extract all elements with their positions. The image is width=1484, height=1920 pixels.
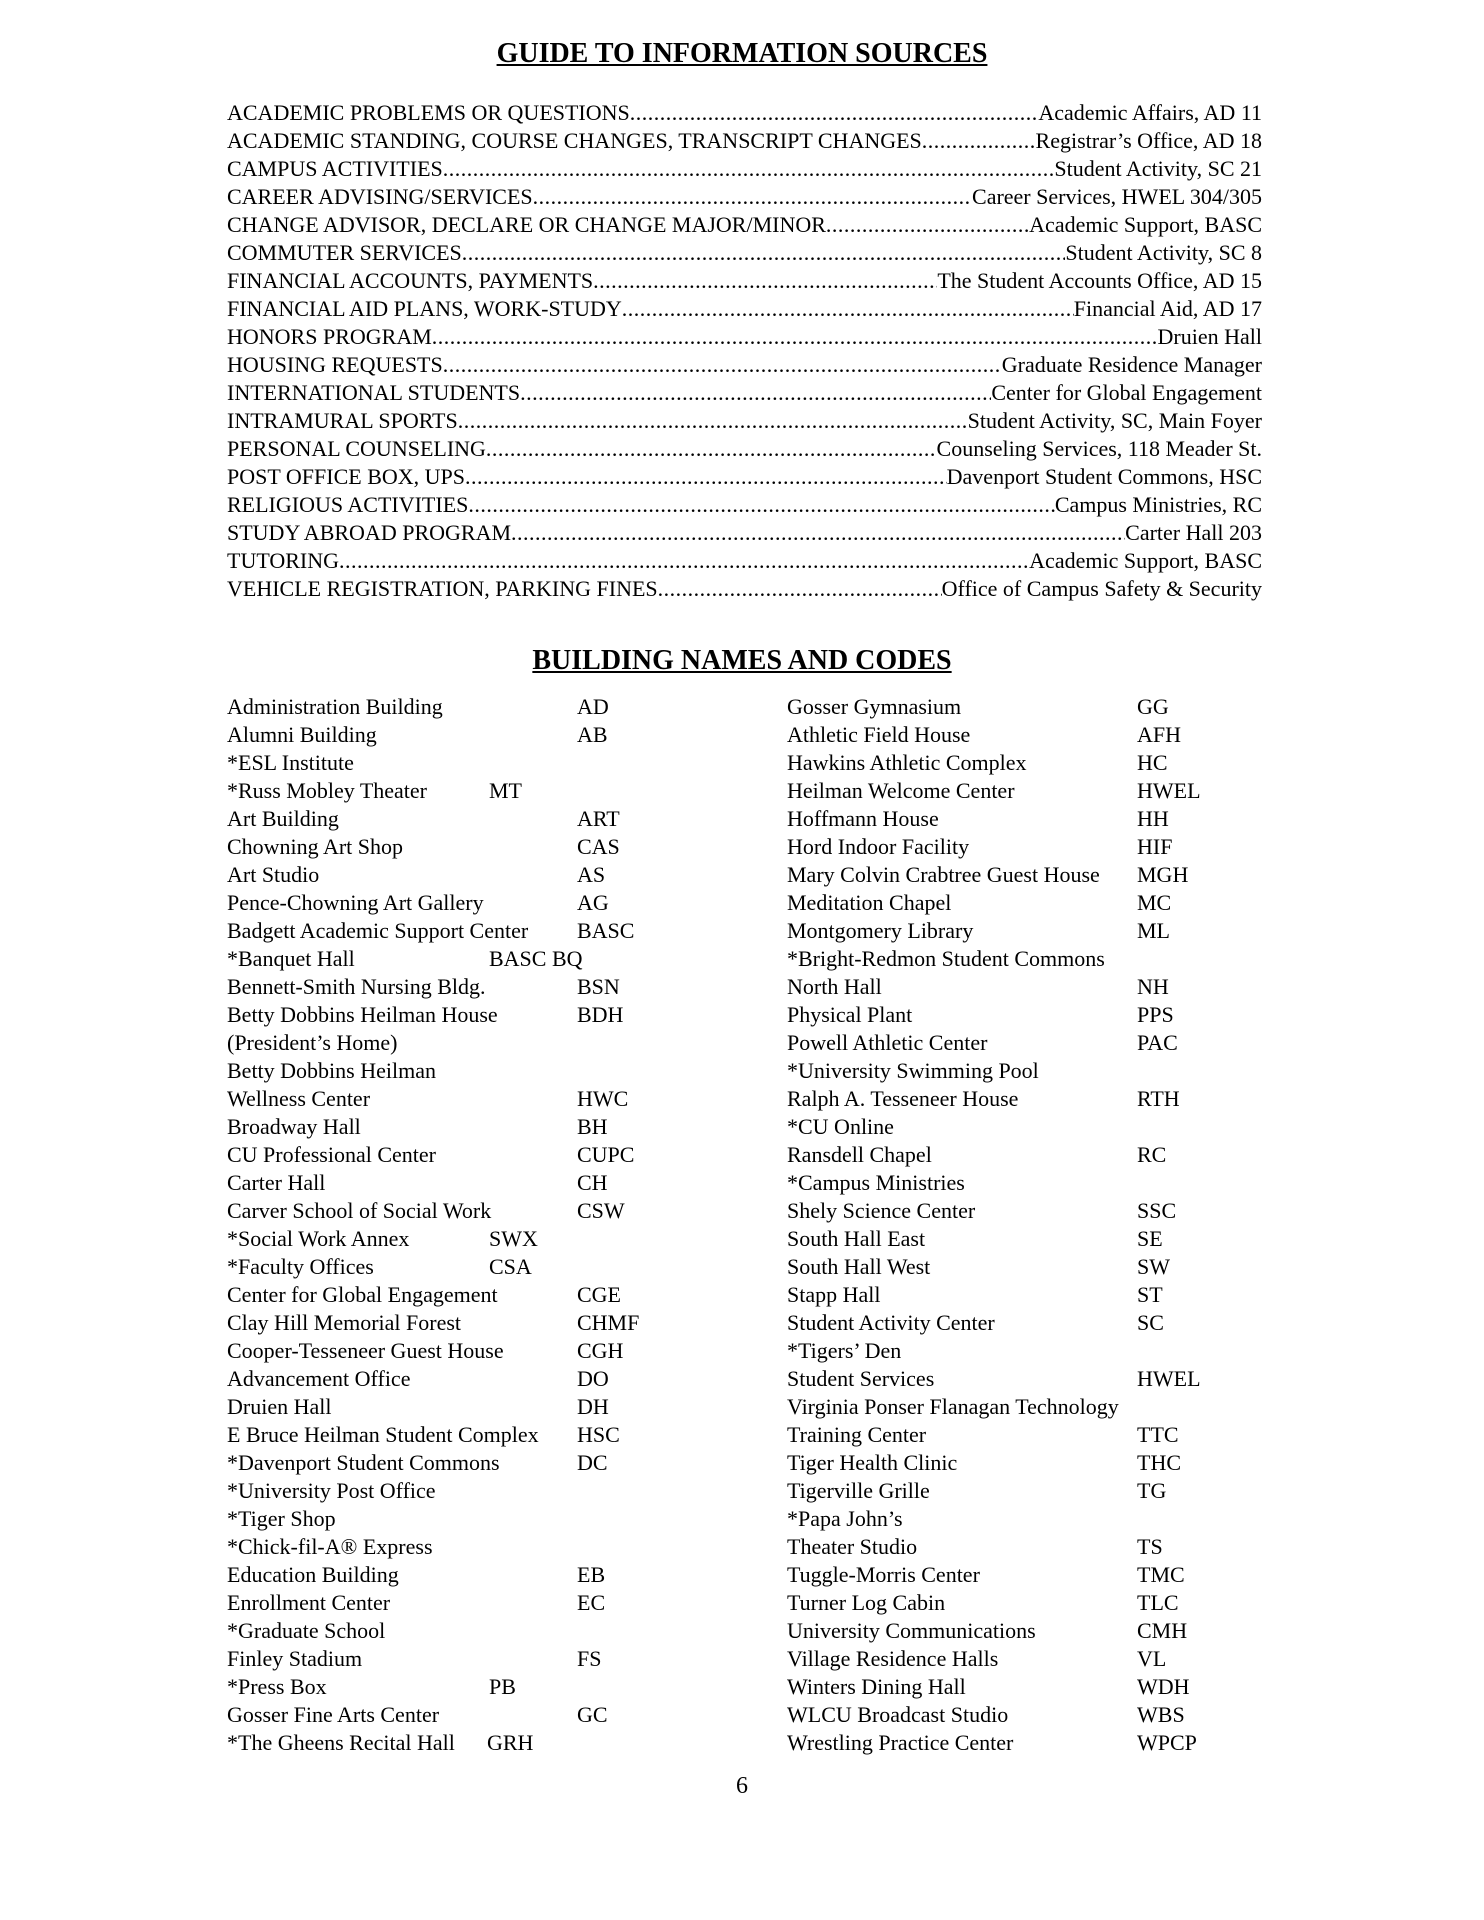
building-name: Hord Indoor Facility — [787, 834, 970, 859]
building-code: CGH — [577, 1338, 624, 1363]
guide-source: Office of Campus Safety & Security — [941, 576, 1262, 601]
building-row — [227, 918, 787, 946]
building-code: DO — [577, 1366, 609, 1391]
building-code: WBS — [1137, 1702, 1185, 1727]
building-row — [787, 1702, 1267, 1730]
leader-dots — [443, 156, 1055, 182]
guide-list — [227, 100, 1262, 604]
building-code: AB — [577, 722, 608, 747]
building-name: Hawkins Athletic Complex — [787, 750, 1027, 775]
guide-source: Student Activity, SC 21 — [1054, 156, 1262, 181]
building-code: HC — [1137, 750, 1168, 775]
building-row — [227, 1366, 787, 1394]
building-name: *Campus Ministries — [787, 1170, 965, 1195]
building-row — [787, 1058, 1267, 1086]
building-name: *Banquet Hall — [227, 946, 355, 971]
building-row — [227, 1254, 787, 1282]
building-code: MC — [1137, 890, 1172, 915]
building-code: SSC — [1137, 1198, 1177, 1223]
building-code: ML — [1137, 918, 1170, 943]
building-row — [227, 1030, 787, 1058]
building-name: South Hall East — [787, 1226, 926, 1251]
building-code: TS — [1137, 1534, 1163, 1559]
building-row — [227, 1002, 787, 1030]
leader-dots — [593, 268, 937, 294]
guide-topic: ACADEMIC PROBLEMS OR QUESTIONS — [227, 100, 630, 125]
building-code: AFH — [1137, 722, 1182, 747]
building-name: Stapp Hall — [787, 1282, 881, 1307]
building-row — [227, 1646, 787, 1674]
building-name: Advancement Office — [227, 1366, 411, 1391]
building-code: MGH — [1137, 862, 1189, 887]
building-code: CSW — [577, 1198, 625, 1223]
building-row — [227, 1282, 787, 1310]
guide-row — [227, 184, 1262, 212]
building-name: *Faculty Offices — [227, 1254, 374, 1279]
building-name: Finley Stadium — [227, 1646, 363, 1671]
building-row — [787, 1590, 1267, 1618]
building-row — [227, 722, 787, 750]
building-row — [787, 1422, 1267, 1450]
building-name: Carver School of Social Work — [227, 1198, 492, 1223]
building-row — [227, 1534, 787, 1562]
building-row — [787, 1086, 1267, 1114]
building-row — [227, 862, 787, 890]
building-code: HWC — [577, 1086, 629, 1111]
leader-dots — [432, 324, 1158, 350]
building-name: *Bright-Redmon Student Commons — [787, 946, 1105, 971]
building-name: Cooper-Tesseneer Guest House — [227, 1338, 504, 1363]
building-name: Gosser Fine Arts Center — [227, 1702, 440, 1727]
guide-topic: HOUSING REQUESTS — [227, 352, 443, 377]
building-code: GC — [577, 1702, 608, 1727]
building-name: Ralph A. Tesseneer House — [787, 1086, 1019, 1111]
building-row — [787, 890, 1267, 918]
guide-topic: CAMPUS ACTIVITIES — [227, 156, 443, 181]
building-name: *Press Box — [227, 1674, 327, 1699]
building-row — [227, 1590, 787, 1618]
building-row — [227, 974, 787, 1002]
guide-source: Davenport Student Commons, HSC — [946, 464, 1262, 489]
leader-dots — [922, 128, 1036, 154]
building-name: WLCU Broadcast Studio — [787, 1702, 1009, 1727]
guide-topic: INTRAMURAL SPORTS — [227, 408, 458, 433]
building-row — [227, 1310, 787, 1338]
building-name: Athletic Field House — [787, 722, 971, 747]
building-name: Student Activity Center — [787, 1310, 995, 1335]
building-name: *University Swimming Pool — [787, 1058, 1039, 1083]
building-row — [227, 834, 787, 862]
guide-source: Financial Aid, AD 17 — [1073, 296, 1262, 321]
building-row — [787, 1030, 1267, 1058]
guide-row — [227, 268, 1262, 296]
building-row — [787, 946, 1267, 974]
building-row — [787, 1506, 1267, 1534]
building-row — [787, 918, 1267, 946]
building-code: WPCP — [1137, 1730, 1197, 1755]
building-name: (President’s Home) — [227, 1030, 398, 1055]
building-name: Heilman Welcome Center — [787, 778, 1015, 803]
building-row — [227, 1338, 787, 1366]
building-row — [787, 1282, 1267, 1310]
building-name: Betty Dobbins Heilman House — [227, 1002, 498, 1027]
guide-source: Academic Support, BASC — [1029, 548, 1262, 573]
building-name: Ransdell Chapel — [787, 1142, 932, 1167]
building-row — [787, 862, 1267, 890]
leader-dots — [462, 240, 1066, 266]
guide-row — [227, 464, 1262, 492]
building-code: CHMF — [577, 1310, 640, 1335]
page-number: 6 — [736, 1773, 748, 1799]
leader-dots — [443, 352, 1002, 378]
building-code: RTH — [1137, 1086, 1180, 1111]
building-row — [787, 1562, 1267, 1590]
building-name: Pence-Chowning Art Gallery — [227, 890, 484, 915]
building-name: Student Services — [787, 1366, 935, 1391]
building-code: CUPC — [577, 1142, 635, 1167]
leader-dots — [511, 520, 1125, 546]
building-row — [227, 1114, 787, 1142]
guide-source: Academic Support, BASC — [1029, 212, 1262, 237]
building-code: ST — [1137, 1282, 1163, 1307]
building-row — [787, 1646, 1267, 1674]
guide-topic: CAREER ADVISING/SERVICES — [227, 184, 533, 209]
guide-source: Academic Affairs, AD 11 — [1038, 100, 1262, 125]
guide-topic: PERSONAL COUNSELING — [227, 436, 486, 461]
guide-title: GUIDE TO INFORMATION SOURCES — [496, 38, 988, 69]
building-row — [227, 1086, 787, 1114]
building-name: CU Professional Center — [227, 1142, 436, 1167]
guide-source: Carter Hall 203 — [1125, 520, 1262, 545]
building-row — [787, 1170, 1267, 1198]
guide-topic: STUDY ABROAD PROGRAM — [227, 520, 512, 545]
guide-row — [227, 100, 1262, 128]
building-code: MT — [489, 778, 522, 803]
building-name: South Hall West — [787, 1254, 931, 1279]
building-row — [787, 1254, 1267, 1282]
leader-dots — [520, 380, 991, 406]
building-row — [787, 1198, 1267, 1226]
building-code: CGE — [577, 1282, 621, 1307]
building-code: TG — [1137, 1478, 1167, 1503]
guide-source: Student Activity, SC, Main Foyer — [967, 408, 1262, 433]
building-row — [787, 750, 1267, 778]
building-list-left — [227, 694, 787, 1758]
building-code: TMC — [1137, 1562, 1185, 1587]
building-row — [227, 1450, 787, 1478]
guide-topic: VEHICLE REGISTRATION, PARKING FINES — [227, 576, 658, 601]
building-row — [227, 1142, 787, 1170]
building-row — [227, 1674, 787, 1702]
guide-row — [227, 576, 1262, 604]
building-name: Center for Global Engagement — [227, 1282, 498, 1307]
building-row — [787, 1478, 1267, 1506]
guide-topic: COMMUTER SERVICES — [227, 240, 462, 265]
building-row — [787, 1366, 1267, 1394]
building-code: CSA — [489, 1254, 532, 1279]
building-row — [787, 1002, 1267, 1030]
building-name: Village Residence Halls — [787, 1646, 999, 1671]
building-code: PAC — [1137, 1030, 1178, 1055]
building-name: Bennett-Smith Nursing Bldg. — [227, 974, 486, 999]
building-code: AG — [577, 890, 609, 915]
building-code: BH — [577, 1114, 608, 1139]
building-code: EC — [577, 1590, 606, 1615]
building-code: AD — [577, 694, 609, 719]
building-name: E Bruce Heilman Student Complex — [227, 1422, 539, 1447]
guide-topic: FINANCIAL ACCOUNTS, PAYMENTS — [227, 268, 594, 293]
building-name: Winters Dining Hall — [787, 1674, 966, 1699]
building-name: Turner Log Cabin — [787, 1590, 946, 1615]
building-row — [227, 806, 787, 834]
guide-source: The Student Accounts Office, AD 15 — [937, 268, 1262, 293]
building-code: FS — [577, 1646, 602, 1671]
building-name: *University Post Office — [227, 1478, 436, 1503]
building-code: BASC BQ — [489, 946, 583, 971]
building-row — [227, 1562, 787, 1590]
building-code: EB — [577, 1562, 606, 1587]
building-code: DH — [577, 1394, 609, 1419]
building-code: HWEL — [1137, 1366, 1201, 1391]
leader-dots — [468, 492, 1054, 518]
building-name: Art Building — [227, 806, 339, 831]
building-row — [787, 1394, 1267, 1422]
building-name: *Russ Mobley Theater — [227, 778, 428, 803]
building-row — [227, 1478, 787, 1506]
building-row — [787, 1730, 1267, 1758]
building-code: CH — [577, 1170, 608, 1195]
building-code: THC — [1137, 1450, 1181, 1475]
building-name: Shely Science Center — [787, 1198, 976, 1223]
building-code: NH — [1137, 974, 1169, 999]
building-row — [227, 778, 787, 806]
building-row — [787, 1534, 1267, 1562]
guide-source: Career Services, HWEL 304/305 — [972, 184, 1262, 209]
guide-topic: FINANCIAL AID PLANS, WORK-STUDY — [227, 296, 622, 321]
building-code: WDH — [1137, 1674, 1190, 1699]
guide-source: Center for Global Engagement — [991, 380, 1262, 405]
guide-row — [227, 548, 1262, 576]
building-row — [227, 1394, 787, 1422]
building-row — [787, 1618, 1267, 1646]
building-row — [227, 946, 787, 974]
leader-dots — [622, 296, 1074, 322]
building-name: Virginia Ponser Flanagan Technology — [787, 1394, 1119, 1419]
building-row — [787, 1142, 1267, 1170]
building-name: North Hall — [787, 974, 882, 999]
building-name: Meditation Chapel — [787, 890, 952, 915]
building-row — [227, 890, 787, 918]
guide-source: Druien Hall — [1157, 324, 1262, 349]
guide-topic: CHANGE ADVISOR, DECLARE OR CHANGE MAJOR/MINOR — [227, 212, 826, 237]
building-row — [227, 1058, 787, 1086]
building-row — [787, 1114, 1267, 1142]
building-name: Tiger Health Clinic — [787, 1450, 958, 1475]
building-name: Gosser Gymnasium — [787, 694, 962, 719]
building-codes-title: BUILDING NAMES AND CODES — [532, 645, 952, 676]
building-row — [227, 1506, 787, 1534]
building-name: Tigerville Grille — [787, 1478, 930, 1503]
building-name: Enrollment Center — [227, 1590, 391, 1615]
building-name: Broadway Hall — [227, 1114, 361, 1139]
leader-dots — [826, 212, 1029, 238]
building-code: VL — [1137, 1646, 1167, 1671]
building-code: BSN — [577, 974, 620, 999]
building-row — [787, 694, 1267, 722]
building-code: CAS — [577, 834, 620, 859]
building-name: Chowning Art Shop — [227, 834, 404, 859]
building-code: TLC — [1137, 1590, 1179, 1615]
leader-dots — [533, 184, 972, 210]
guide-row — [227, 324, 1262, 352]
building-name: Wellness Center — [227, 1086, 371, 1111]
building-code: HSC — [577, 1422, 620, 1447]
building-code: HH — [1137, 806, 1169, 831]
building-name: *Graduate School — [227, 1618, 386, 1643]
building-name: *Davenport Student Commons — [227, 1450, 500, 1475]
building-row — [787, 1674, 1267, 1702]
guide-topic: POST OFFICE BOX, UPS — [227, 464, 466, 489]
building-code: SW — [1137, 1254, 1170, 1279]
leader-dots — [630, 100, 1039, 126]
building-code: BASC — [577, 918, 635, 943]
guide-row — [227, 492, 1262, 520]
building-row — [227, 1730, 787, 1758]
guide-row — [227, 156, 1262, 184]
building-code: BDH — [577, 1002, 624, 1027]
building-code: DC — [577, 1450, 608, 1475]
building-name: Wrestling Practice Center — [787, 1730, 1014, 1755]
building-name: *Tiger Shop — [227, 1506, 336, 1531]
building-name: Badgett Academic Support Center — [227, 918, 529, 943]
building-name: *Papa John’s — [787, 1506, 903, 1531]
guide-row — [227, 352, 1262, 380]
building-row — [227, 1702, 787, 1730]
building-code: AS — [577, 862, 606, 887]
guide-topic: ACADEMIC STANDING, COURSE CHANGES, TRANSCRIPT CHANGES — [227, 128, 922, 153]
building-row — [787, 1450, 1267, 1478]
building-name: Alumni Building — [227, 722, 377, 747]
guide-row — [227, 408, 1262, 436]
building-name: Betty Dobbins Heilman — [227, 1058, 436, 1083]
guide-row — [227, 436, 1262, 464]
building-code: ART — [577, 806, 620, 831]
building-row — [227, 1170, 787, 1198]
building-row — [787, 974, 1267, 1002]
guide-source: Counseling Services, 118 Meader St. — [936, 436, 1262, 461]
building-row — [227, 1198, 787, 1226]
building-name: *The Gheens Recital Hall — [227, 1730, 455, 1755]
building-code: GRH — [487, 1730, 534, 1755]
guide-topic: TUTORING — [227, 548, 340, 573]
guide-source: Registrar’s Office, AD 18 — [1035, 128, 1262, 153]
building-name: Tuggle-Morris Center — [787, 1562, 980, 1587]
building-name: Powell Athletic Center — [787, 1030, 988, 1055]
building-name: Administration Building — [227, 694, 443, 719]
guide-row — [227, 212, 1262, 240]
guide-row — [227, 520, 1262, 548]
building-code: RC — [1137, 1142, 1167, 1167]
leader-dots — [339, 548, 1029, 574]
building-name: University Communications — [787, 1618, 1036, 1643]
building-name: Education Building — [227, 1562, 399, 1587]
building-row — [227, 694, 787, 722]
building-name: Art Studio — [227, 862, 320, 887]
building-code: PB — [489, 1674, 516, 1699]
building-name: Hoffmann House — [787, 806, 939, 831]
building-name: Montgomery Library — [787, 918, 974, 943]
building-row — [227, 1226, 787, 1254]
building-name: *Social Work Annex — [227, 1226, 410, 1251]
guide-topic: INTERNATIONAL STUDENTS — [227, 380, 521, 405]
building-row — [787, 722, 1267, 750]
building-row — [227, 1422, 787, 1450]
building-code: SWX — [489, 1226, 538, 1251]
building-name: Carter Hall — [227, 1170, 326, 1195]
building-code: GG — [1137, 694, 1169, 719]
building-code: HWEL — [1137, 778, 1201, 803]
building-code: SC — [1137, 1310, 1164, 1335]
guide-source: Student Activity, SC 8 — [1065, 240, 1262, 265]
building-name: Mary Colvin Crabtree Guest House — [787, 862, 1100, 887]
building-name: *CU Online — [787, 1114, 894, 1139]
building-name: Training Center — [787, 1422, 927, 1447]
building-row — [787, 1310, 1267, 1338]
building-list-right — [787, 694, 1267, 1758]
guide-row — [227, 240, 1262, 268]
building-row — [787, 778, 1267, 806]
building-row — [227, 1618, 787, 1646]
leader-dots — [658, 576, 942, 602]
building-name: Druien Hall — [227, 1394, 332, 1419]
building-row — [787, 806, 1267, 834]
building-name: Clay Hill Memorial Forest — [227, 1310, 462, 1335]
building-name: Theater Studio — [787, 1534, 918, 1559]
guide-row — [227, 128, 1262, 156]
guide-row — [227, 296, 1262, 324]
leader-dots — [458, 408, 968, 434]
building-name: *ESL Institute — [227, 750, 354, 775]
guide-source: Campus Ministries, RC — [1054, 492, 1262, 517]
guide-topic: HONORS PROGRAM — [227, 324, 432, 349]
building-row — [787, 1226, 1267, 1254]
guide-row — [227, 380, 1262, 408]
building-row — [787, 834, 1267, 862]
guide-source: Graduate Residence Manager — [1001, 352, 1262, 377]
building-name: *Chick-fil-A® Express — [227, 1534, 433, 1559]
building-name: *Tigers’ Den — [787, 1338, 902, 1363]
leader-dots — [465, 464, 947, 490]
building-row — [227, 750, 787, 778]
building-row — [787, 1338, 1267, 1366]
leader-dots — [486, 436, 937, 462]
building-name: Physical Plant — [787, 1002, 913, 1027]
building-code: PPS — [1137, 1002, 1174, 1027]
building-code: SE — [1137, 1226, 1163, 1251]
building-code: TTC — [1137, 1422, 1179, 1447]
building-code: CMH — [1137, 1618, 1188, 1643]
guide-topic: RELIGIOUS ACTIVITIES — [227, 492, 469, 517]
building-code: HIF — [1137, 834, 1173, 859]
